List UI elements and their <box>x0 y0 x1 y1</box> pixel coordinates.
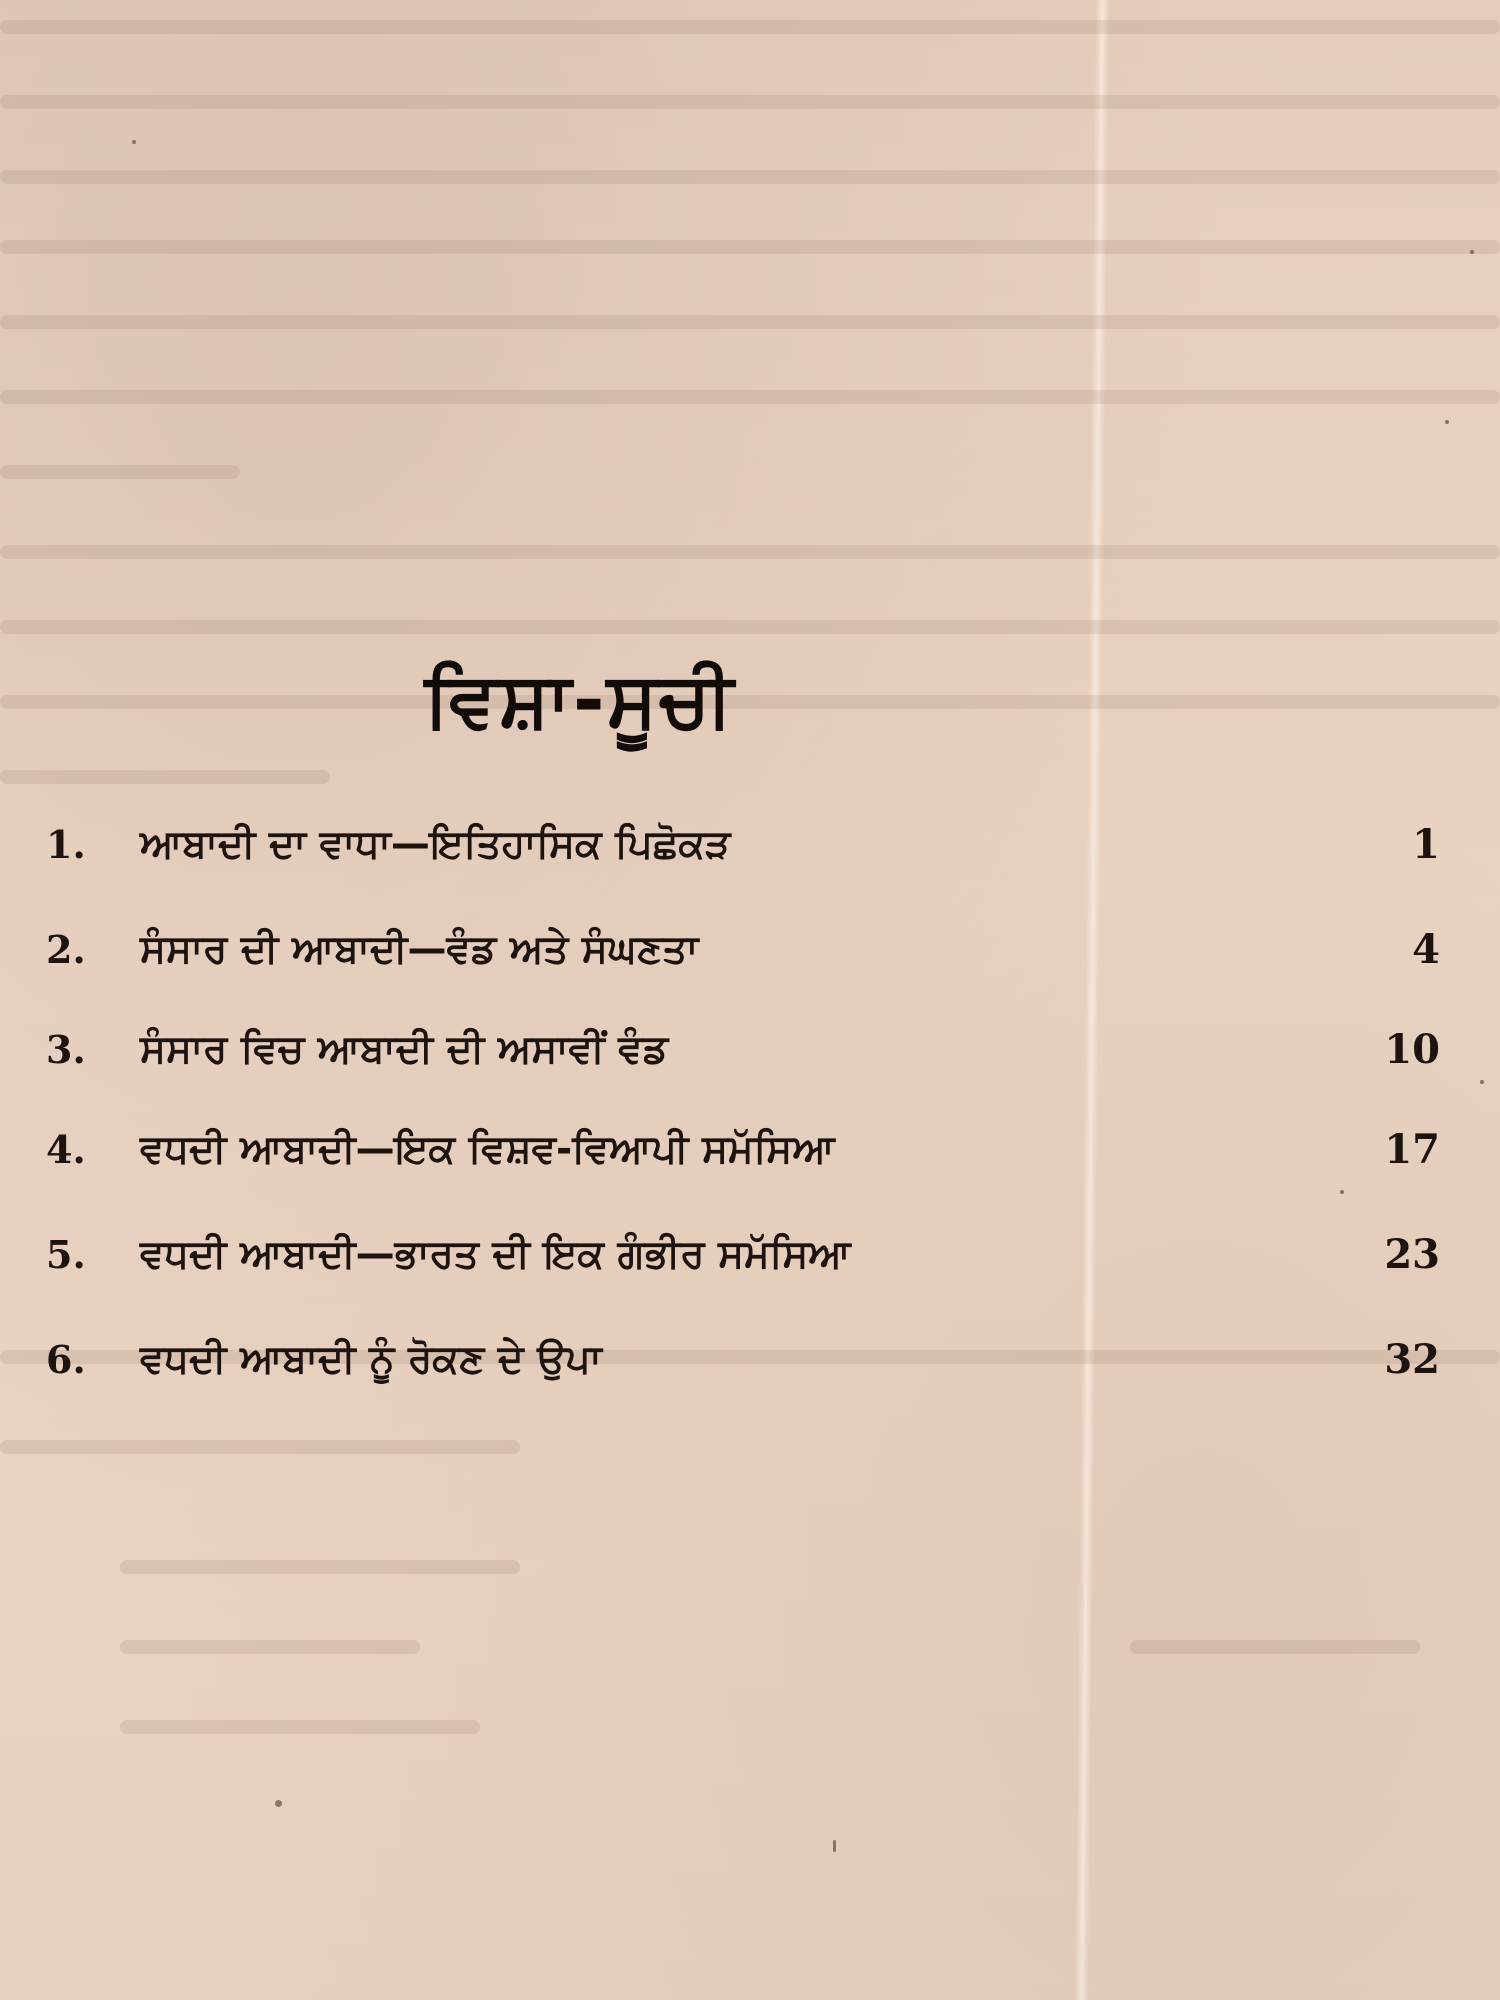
toc-entry <box>0 1120 1500 1180</box>
toc-entry-number: 2. <box>46 927 86 972</box>
toc-entry-title: ਆਬਾਦੀ ਦਾ ਵਾਧਾ—ਇਤਿਹਾਸਿਕ ਪਿਛੋਕੜ <box>140 822 731 867</box>
toc-entry-page: 10 <box>1384 1026 1440 1073</box>
toc-entry <box>0 1330 1500 1390</box>
toc-entry-page: 23 <box>1384 1231 1440 1278</box>
toc-entry-number: 1. <box>46 822 86 867</box>
toc-entry-page: 4 <box>1412 926 1440 973</box>
toc-entry-title: ਸੰਸਾਰ ਦੀ ਆਬਾਦੀ—ਵੰਡ ਅਤੇ ਸੰਘਣਤਾ <box>140 927 699 972</box>
toc-entry-page: 1 <box>1412 821 1440 868</box>
page-title: ਵਿਸ਼ਾ-ਸੂਚੀ <box>424 655 736 744</box>
toc-entry <box>0 920 1500 980</box>
toc-entry <box>0 1020 1500 1080</box>
toc-entry <box>0 1225 1500 1285</box>
toc-entry-title: ਵਧਦੀ ਆਬਾਦੀ—ਇਕ ਵਿਸ਼ਵ-ਵਿਆਪੀ ਸਮੱਸਿਆ <box>140 1127 835 1172</box>
toc-entry-title: ਵਧਦੀ ਆਬਾਦੀ ਨੂੰ ਰੋਕਣ ਦੇ ਉਪਾ <box>140 1337 602 1382</box>
toc-entry <box>0 815 1500 875</box>
toc-entry-number: 3. <box>46 1027 86 1072</box>
toc-entry-number: 4. <box>46 1127 86 1172</box>
toc-entry-title: ਵਧਦੀ ਆਬਾਦੀ—ਭਾਰਤ ਦੀ ਇਕ ਗੰਭੀਰ ਸਮੱਸਿਆ <box>140 1232 851 1277</box>
toc-entry-number: 6. <box>46 1337 86 1382</box>
toc-entry-title: ਸੰਸਾਰ ਵਿਚ ਆਬਾਦੀ ਦੀ ਅਸਾਵੀਂ ਵੰਡ <box>140 1027 669 1072</box>
toc-entry-page: 32 <box>1384 1336 1440 1383</box>
toc-entry-number: 5. <box>46 1232 86 1277</box>
toc-entry-page: 17 <box>1384 1126 1440 1173</box>
